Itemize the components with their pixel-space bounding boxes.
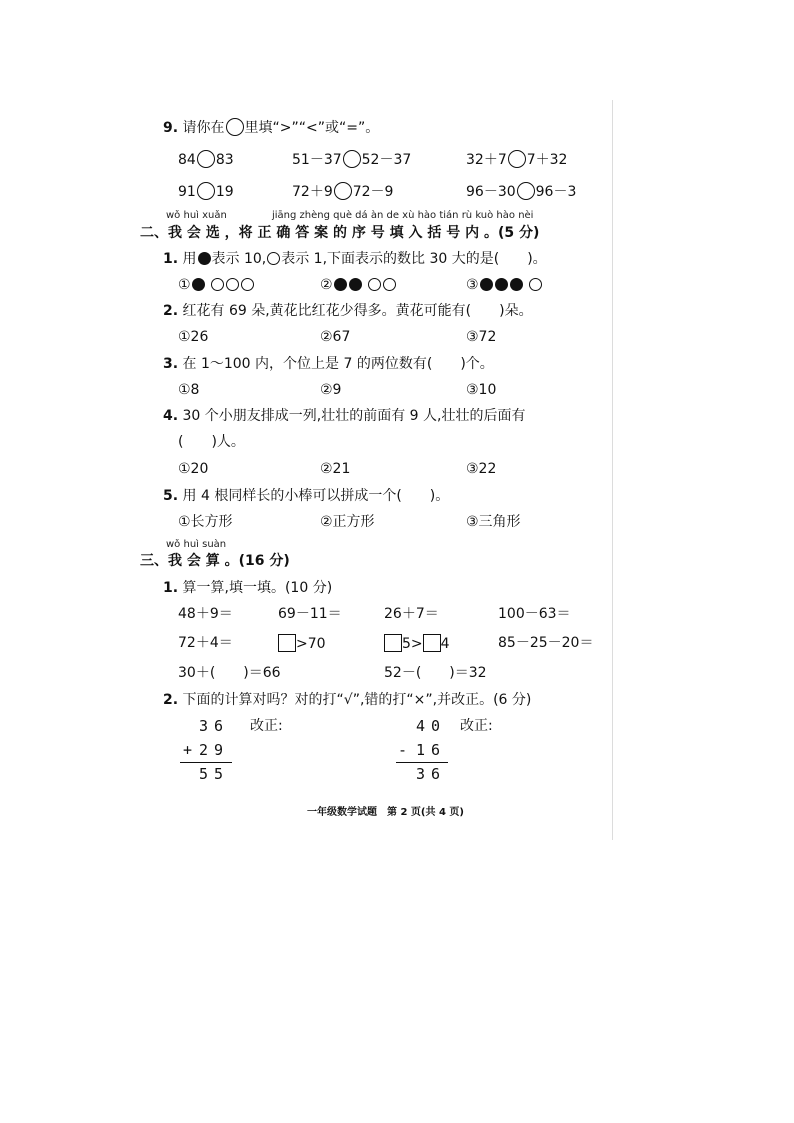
- section2-title: 二、我 会 选 ，将 正 确 答 案 的 序 号 填 入 括 号 内 。(5 分): [140, 225, 540, 241]
- compare-item[interactable]: [178, 150, 234, 169]
- s2-q4-text: 30 个小朋友排成一列,壮壮的前面有 9 人,壮壮的后面有: [182, 408, 526, 424]
- compare-item[interactable]: [466, 182, 576, 201]
- hollow-circle-icon: [226, 278, 239, 291]
- s2-q3-option-3[interactable]: ③10: [466, 382, 497, 398]
- s2-q2-option-1[interactable]: ①26: [178, 329, 209, 345]
- circle-blank-icon: [226, 118, 244, 136]
- compare-circle-icon[interactable]: [197, 182, 215, 200]
- s2-q1-stem: [163, 250, 547, 268]
- calc2-op: -: [398, 741, 414, 759]
- calc-item[interactable]: 85－25－20＝: [498, 635, 594, 651]
- section3-title: 三、我 会 算 。(16 分): [140, 553, 290, 569]
- s2-q4-number: 4.: [163, 408, 179, 424]
- filled-circle-icon: [480, 278, 493, 291]
- s2-q3-number: 3.: [163, 356, 179, 372]
- option-number: ③: [466, 277, 479, 293]
- compare-left: 84: [178, 152, 196, 168]
- calc-item[interactable]: 100－63＝: [498, 606, 571, 622]
- section2-pinyin-1: wǒ huì xuǎn: [166, 210, 227, 221]
- q9-text-a: 请你在: [182, 120, 225, 136]
- compare-right: 7＋32: [526, 152, 568, 168]
- calc1-line: [180, 762, 232, 763]
- page-edge-line: [612, 100, 613, 840]
- compare-right: 83: [215, 152, 234, 168]
- compare-circle-icon[interactable]: [517, 182, 535, 200]
- q9-text-b: 里填“>”“<”或“=”。: [244, 120, 380, 136]
- compare-text: 5>: [402, 636, 423, 652]
- s2-q5-option-3[interactable]: ③三角形: [466, 514, 521, 530]
- compare-left: 32＋7: [466, 152, 507, 168]
- s2-q1-text-b: 表示 10,: [211, 251, 267, 267]
- compare-text: >70: [296, 636, 326, 652]
- hollow-circle-icon: [267, 252, 280, 265]
- q9-stem: [163, 118, 379, 137]
- s3-q1-number: 1.: [163, 580, 179, 596]
- s2-q1-option-3[interactable]: [466, 276, 543, 294]
- s2-q4-stem: [163, 407, 526, 425]
- s2-q5-option-1[interactable]: ①长方形: [178, 514, 233, 530]
- compare-item[interactable]: [178, 182, 234, 201]
- s3-q1-text: 算一算,填一填。(10 分): [182, 580, 333, 596]
- calc-item[interactable]: 30＋( )＝66: [178, 665, 281, 681]
- section2-pinyin-2: jiāng zhèng què dá àn de xù hào tián rù kuò hào nèi: [272, 210, 534, 221]
- s2-q2-option-2[interactable]: ②67: [320, 329, 351, 345]
- s2-q5-text: 用 4 根同样长的小棒可以拼成一个( )。: [182, 488, 450, 504]
- s2-q1-text-a: 用: [182, 251, 197, 267]
- s2-q1-option-2[interactable]: [320, 276, 397, 294]
- answer-box-icon[interactable]: [384, 634, 402, 652]
- calc-item[interactable]: 52－( )＝32: [384, 665, 487, 681]
- s2-q2-text: 红花有 69 朵,黄花比红花少得多。黄花可能有( )朵。: [182, 303, 533, 319]
- q9-number: 9.: [163, 120, 179, 136]
- s2-q3-stem: [163, 355, 494, 373]
- s2-q2-option-3[interactable]: ③72: [466, 329, 497, 345]
- hollow-circle-icon: [529, 278, 542, 291]
- calc2-fix-label: 改正:: [460, 718, 493, 734]
- s2-q4-option-2[interactable]: ②21: [320, 461, 351, 477]
- calc1-top: 36: [199, 717, 230, 735]
- s2-q3-option-1[interactable]: ①8: [178, 382, 200, 398]
- calc-item[interactable]: 69－11＝: [278, 606, 342, 622]
- calc1-bottom: 29: [199, 741, 230, 759]
- compare-left: 72＋9: [292, 184, 333, 200]
- calc2-bottom: 16: [416, 741, 447, 759]
- s2-q3-option-2[interactable]: ②9: [320, 382, 342, 398]
- compare-circle-icon[interactable]: [334, 182, 352, 200]
- compare-circle-icon[interactable]: [197, 150, 215, 168]
- compare-circle-icon[interactable]: [343, 150, 361, 168]
- calc1-fix-label: 改正:: [250, 718, 283, 734]
- hollow-circle-icon: [368, 278, 381, 291]
- s2-q5-stem: [163, 487, 449, 505]
- s3-q2-number: 2.: [163, 692, 179, 708]
- page-footer: 一年级数学试题 第 2 页(共 4 页): [307, 807, 464, 818]
- calc1-op: +: [183, 741, 199, 759]
- s3-q2-stem: [163, 691, 531, 709]
- hollow-circle-icon: [383, 278, 396, 291]
- compare-circle-icon[interactable]: [508, 150, 526, 168]
- compare-item[interactable]: [466, 150, 567, 169]
- compare-right: 52－37: [361, 152, 412, 168]
- calc2-result: 36: [416, 765, 447, 783]
- filled-circle-icon: [510, 278, 523, 291]
- calc2-top: 40: [416, 717, 447, 735]
- s2-q3-text: 在 1～100 内，个位上是 7 的两位数有( )个。: [182, 356, 494, 372]
- calc1-result: 55: [199, 765, 230, 783]
- filled-circle-icon: [495, 278, 508, 291]
- s2-q5-option-2[interactable]: ②正方形: [320, 514, 375, 530]
- compare-right: 19: [215, 184, 234, 200]
- option-number: ②: [320, 277, 333, 293]
- s2-q4-option-1[interactable]: ①20: [178, 461, 209, 477]
- filled-circle-icon: [334, 278, 347, 291]
- hollow-circle-icon: [241, 278, 254, 291]
- calc-compare-box[interactable]: [278, 634, 326, 653]
- s2-q4-option-3[interactable]: ③22: [466, 461, 497, 477]
- answer-box-icon[interactable]: [423, 634, 441, 652]
- s2-q4-text2: ( )人。: [178, 434, 245, 450]
- section3-pinyin: wǒ huì suàn: [166, 539, 227, 550]
- calc-item[interactable]: 48＋9＝: [178, 606, 233, 622]
- calc-compare-boxes[interactable]: [384, 634, 450, 653]
- answer-box-icon[interactable]: [278, 634, 296, 652]
- compare-item[interactable]: [292, 182, 393, 201]
- s2-q1-number: 1.: [163, 251, 179, 267]
- s2-q2-stem: [163, 302, 533, 320]
- s3-q1-stem: [163, 579, 332, 597]
- calc-item[interactable]: 72＋4＝: [178, 635, 233, 651]
- filled-circle-icon: [349, 278, 362, 291]
- compare-item[interactable]: [292, 150, 411, 169]
- calc2-line: [396, 762, 448, 763]
- s2-q5-number: 5.: [163, 488, 179, 504]
- compare-text: 4: [440, 636, 450, 652]
- compare-left: 51－37: [292, 152, 342, 168]
- calc-item[interactable]: 26＋7＝: [384, 606, 439, 622]
- s2-q1-text-c: 表示 1,下面表示的数比 30 大的是( )。: [281, 251, 547, 267]
- compare-left: 91: [178, 184, 196, 200]
- compare-left: 96－30: [466, 184, 516, 200]
- hollow-circle-icon: [211, 278, 224, 291]
- compare-right: 72－9: [352, 184, 394, 200]
- option-number: ①: [178, 277, 191, 293]
- s3-q2-text: 下面的计算对吗？对的打“√”,错的打“×”,并改正。(6 分): [182, 692, 532, 708]
- s2-q2-number: 2.: [163, 303, 179, 319]
- compare-right: 96－3: [535, 184, 577, 200]
- filled-circle-icon: [192, 278, 205, 291]
- filled-circle-icon: [198, 252, 211, 265]
- s2-q1-option-1[interactable]: [178, 276, 255, 294]
